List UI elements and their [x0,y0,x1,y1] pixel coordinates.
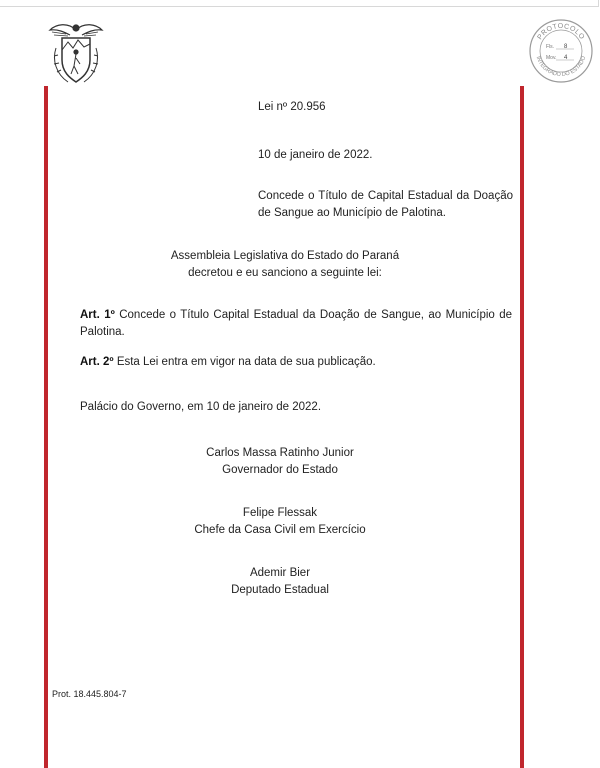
article-2 [80,354,512,371]
protocol-stamp [528,18,594,84]
stamp-seal-icon [528,18,594,84]
signature-governor [150,445,410,479]
signature-deputy [150,565,410,599]
signature-name: Ademir Bier [249,567,311,579]
preamble-line-1: Assembleia Legislativa do Estado do Paraná [170,250,400,262]
article-2-label: Art. 2º [80,356,114,368]
signature-role: Governador do Estado [222,464,338,476]
right-margin-bar [520,86,524,768]
left-margin-bar [44,86,48,768]
svg-text:INTEGRADO DO ESTADO [535,55,588,78]
closing-line: Palácio do Governo, em 10 de janeiro de 2022. [80,401,322,413]
stamp-fls-value: 8 [564,44,568,50]
article-2-text: Esta Lei entra em vigor na data de sua publicação. [116,356,376,368]
law-number: Lei nº 20.956 [258,101,326,113]
signature-name: Felipe Flessak [242,507,318,519]
signature-role: Chefe da Casa Civil em Exercício [194,524,366,536]
article-1 [80,307,512,341]
protocol-number: Prot. 18.445.804-7 [52,689,127,699]
stamp-bottom-text: INTEGRADO DO ESTADO [534,55,588,79]
stamp-mov-value: 4 [564,55,568,61]
law-summary: Concede o Título de Capital Estadual da Doação de Sangue ao Município de Palotina. [258,190,513,219]
signature-name: Carlos Massa Ratinho Junior [206,447,354,459]
page-top-border [0,0,599,7]
stamp-mov-label: Mov. [546,55,557,61]
signature-role: Deputado Estadual [231,584,329,596]
signature-chief-of-staff [150,505,410,539]
preamble-line-2: decretou e eu sanciono a seguinte lei: [188,267,382,279]
article-1-text: Concede o Título Capital Estadual da Doação de Sangue, ao Município de Palotina. [80,309,512,338]
preamble [120,248,450,282]
law-date: 10 de janeiro de 2022. [258,149,373,161]
stamp-top-text: PROTOCOLO [536,22,586,42]
coat-of-arms-icon [46,20,106,88]
stamp-fls-label: Fls. [546,44,555,50]
article-1-label: Art. 1º [80,309,115,321]
